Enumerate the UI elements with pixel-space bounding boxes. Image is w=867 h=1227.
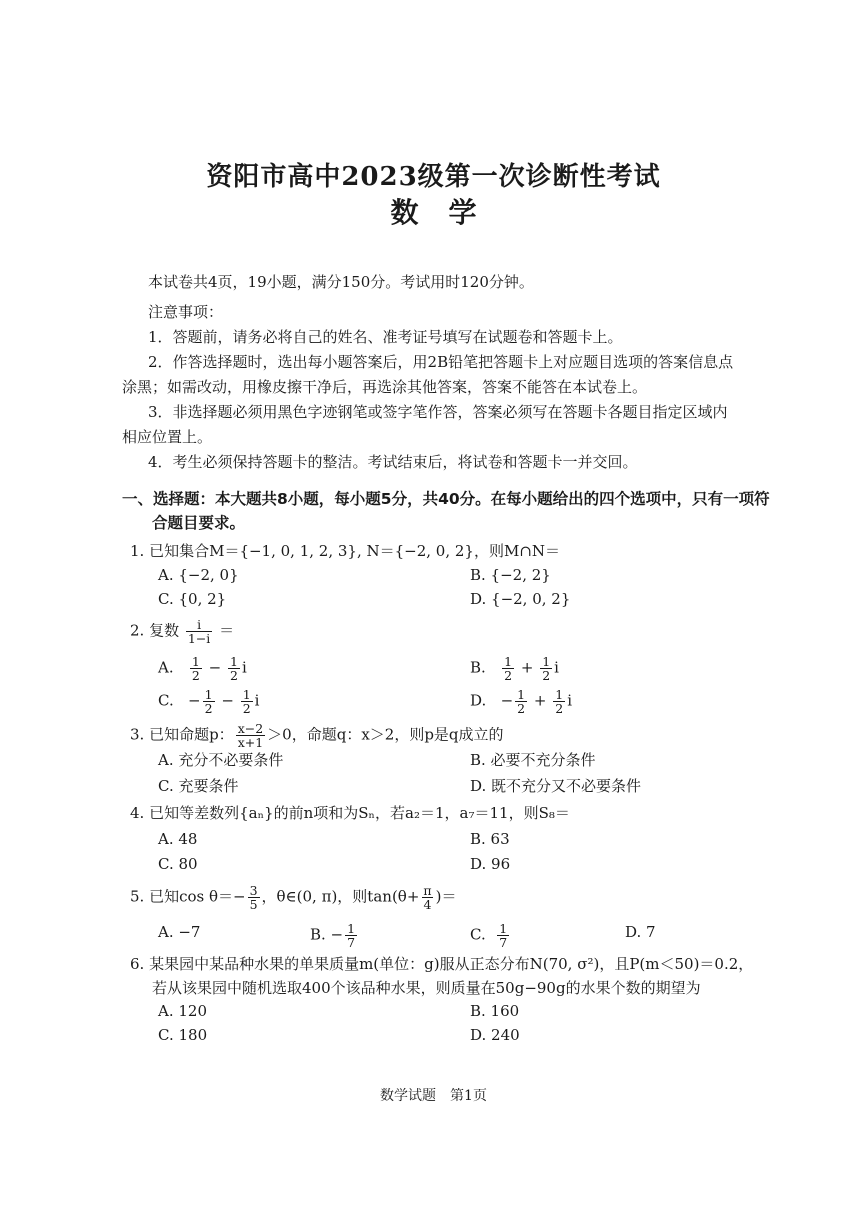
note-item: 3．非选择题必须用黑色字迹钢笔或签字笔作答，答案必须写在答题卡各题目指定区域内 (148, 403, 728, 421)
q5-stem (130, 884, 456, 911)
frac-num: i (197, 617, 202, 632)
q5-stem-pre: 5. 已知cos θ＝− (130, 887, 246, 906)
q3-stem-pre: 3. 已知命题p： (130, 725, 234, 744)
frac-den: 2 (204, 701, 213, 716)
frac-den: 2 (191, 668, 200, 683)
q3-stem-post: ＞0，命题q：x＞2，则p是q成立的 (267, 725, 504, 744)
frac-den: 5 (249, 897, 258, 912)
q5-stem-mid: ，θ∈(0, π)，则tan(θ+ (261, 887, 420, 906)
fraction (497, 922, 509, 949)
minus-sign: − (500, 691, 514, 710)
minus-sign: − (188, 691, 201, 710)
notes-heading: 注意事项： (148, 303, 224, 321)
minus-sign: − (208, 658, 222, 677)
option-label: D. (470, 691, 487, 710)
q2-stem (130, 618, 234, 645)
q6-stem-line2: 若从该果园中随机选取400个该品种水果，则质量在50g−90g的水果个数的期望为 (152, 979, 701, 997)
q3-fraction (236, 722, 265, 749)
imag-unit: i (567, 691, 573, 710)
frac-den: 2 (555, 701, 564, 716)
note-item: 2．作答选择题时，选出每小题答案后，用2B铅笔把答题卡上对应题目选项的答案信息点 (148, 353, 734, 371)
q2-option-b (470, 655, 559, 682)
frac-num: 1 (517, 687, 526, 702)
section-heading: 一、选择题：本大题共8小题，每小题5分，共40分。在每小题给出的四个选项中，只有一项符 (122, 490, 770, 508)
frac-num: 1 (504, 654, 513, 669)
option-label: A. (158, 658, 174, 677)
option-label: C. (470, 925, 486, 944)
q2-option-c (158, 688, 259, 715)
frac-den: 7 (347, 935, 356, 950)
subject-title: 数学 (390, 196, 507, 229)
intro-text: 本试卷共4页，19小题，满分150分。考试用时120分钟。 (148, 273, 534, 291)
q3-stem (130, 722, 504, 749)
imag-unit: i (554, 658, 559, 677)
q3-option-d: D. 既不充分又不必要条件 (470, 777, 642, 795)
section-heading-cont: 合题目要求。 (152, 514, 246, 532)
q4-option-c: C. 80 (158, 855, 198, 873)
q1-stem: 1. 已知集合M＝{−1, 0, 1, 2, 3}, N＝{−2, 0, 2}，则M∩N＝ (130, 542, 561, 560)
q1-option-b: B. {−2, 2} (470, 566, 551, 584)
q3-option-a: A. 充分不必要条件 (158, 751, 284, 769)
q5-option-c (470, 922, 511, 949)
frac-num: 1 (242, 687, 251, 702)
fraction-half (553, 688, 565, 715)
frac-num: 1 (542, 654, 551, 669)
fraction-half (190, 655, 202, 682)
frac-num: 1 (499, 921, 508, 936)
q1-option-c: C. {0, 2} (158, 590, 227, 608)
q5-option-a: A. −7 (158, 923, 201, 941)
frac-den: 2 (230, 668, 238, 683)
q6-option-b: B. 160 (470, 1002, 520, 1020)
note-item: 4．考生必须保持答题卡的整洁。考试结束后，将试卷和答题卡一并交回。 (148, 453, 638, 471)
q1-option-a: A. {−2, 0} (158, 566, 239, 584)
frac-den: 7 (499, 935, 508, 950)
q5-stem-end: )＝ (435, 887, 457, 906)
exam-title: 资阳市高中2023级第一次诊断性考试 (206, 162, 661, 192)
frac-num: π (423, 883, 432, 898)
plus-sign: + (533, 691, 547, 710)
frac-num: 1 (347, 921, 356, 936)
q2-option-a (158, 655, 247, 682)
pi-over-4 (421, 884, 433, 911)
q5-option-d: D. 7 (625, 923, 656, 941)
page-footer: 数学试题 第1页 (380, 1088, 487, 1104)
q6-option-d: D. 240 (470, 1026, 520, 1044)
note-item: 相应位置上。 (122, 428, 213, 446)
fraction-half (540, 655, 552, 682)
q2-stem-text: 2. 复数 (130, 621, 180, 640)
fraction-half (515, 688, 527, 715)
imag-unit: i (241, 658, 247, 677)
q4-option-a: A. 48 (158, 830, 198, 848)
frac-den: 2 (542, 668, 551, 683)
q6-option-a: A. 120 (158, 1002, 207, 1020)
frac-den: x+1 (237, 735, 264, 750)
frac-num: 1 (230, 654, 238, 669)
option-label: B. − (310, 925, 344, 944)
q4-stem: 4. 已知等差数列{aₙ}的前n项和为Sₙ，若a₂＝1，a₇＝11，则S₈＝ (130, 804, 570, 822)
fraction-half (203, 688, 215, 715)
q2-fraction (186, 618, 212, 645)
q3-option-b: B. 必要不充分条件 (470, 751, 596, 769)
q3-option-c: C. 充要条件 (158, 777, 239, 795)
fraction (345, 922, 357, 949)
minus-sign: − (221, 691, 234, 710)
frac-num: x−2 (237, 721, 264, 736)
frac-den: 2 (504, 668, 513, 683)
q2-option-d (470, 688, 572, 715)
fraction-half (502, 655, 514, 682)
frac-den: 1−i (187, 631, 211, 646)
frac-num: 1 (555, 687, 564, 702)
fraction-half (241, 688, 253, 715)
option-label: B. (470, 658, 486, 677)
q1-option-d: D. {−2, 0, 2} (470, 590, 571, 608)
q2-stem-end: ＝ (219, 621, 235, 640)
q4-option-d: D. 96 (470, 855, 511, 873)
q4-option-b: B. 63 (470, 830, 510, 848)
frac-den: 2 (242, 701, 251, 716)
note-item: 涂黑；如需改动，用橡皮擦干净后，再选涂其他答案，答案不能答在本试卷上。 (122, 378, 648, 396)
frac-num: 1 (204, 687, 213, 702)
frac-den: 4 (423, 897, 432, 912)
frac-num: 1 (191, 654, 200, 669)
q5-fraction (248, 884, 260, 911)
q5-option-b (310, 922, 359, 949)
fraction-half (228, 655, 240, 682)
frac-den: 2 (517, 701, 526, 716)
frac-num: 3 (249, 883, 258, 898)
imag-unit: i (254, 691, 260, 710)
note-item: 1．答题前，请务必将自己的姓名、准考证号填写在试题卷和答题卡上。 (148, 328, 623, 346)
plus-sign: + (520, 658, 534, 677)
q6-stem-line1: 6. 某果园中某品种水果的单果质量m(单位：g)服从正态分布N(70, σ²)，且P(m＜50)＝0.2， (130, 955, 754, 973)
q6-option-c: C. 180 (158, 1026, 208, 1044)
option-label: C. (158, 691, 174, 710)
